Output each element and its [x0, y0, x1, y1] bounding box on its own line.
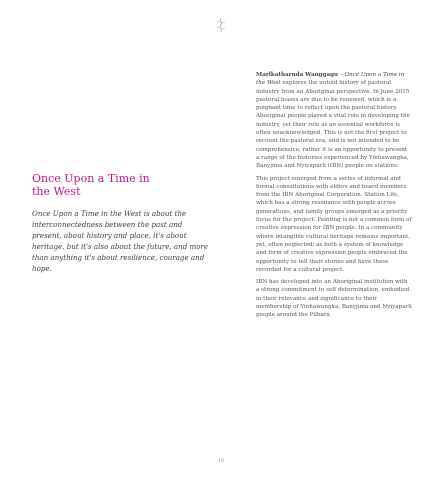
lead-separator: – [338, 72, 345, 78]
lead-title-indigenous: Marlkatharnda Wanggagu [256, 72, 339, 78]
intro-column [32, 172, 210, 274]
paragraph-1-text: explores the untold history of pastoral industry from an Aboriginal perspective. In June 2015 pastoral leases are due to be renewed, which is a poignant time to reflect upon the pastoral history. Aboriginal people played a vital role in developing the industry, yet their role as an essential workforce is often unacknowledged. This is not the first project to recount the pastoral era, and is not intended to be comprehensive, rather it is an opportunity to present a range of the histories experienced by Yinhawangka, Banyjima and Nyiyaparli (IBN) people on stations. [256, 80, 410, 170]
body-column [256, 71, 412, 324]
logo-mark-icon [214, 17, 228, 35]
lead-title-english: Once Upon a Time in the West [256, 72, 405, 87]
body-paragraph-3: IBN has developed into an Aboriginal institution with a strong commitment to self determination, embodied in their relevance and significance to their membership of Yinhawangka, Banyjima and Nyiyaparli people around the Pilbara [256, 279, 412, 319]
page-title: Once Upon a Time in the West [32, 172, 150, 198]
body-paragraph-1 [256, 71, 412, 171]
page-number: 10 [218, 459, 224, 464]
body-paragraph-2: This project emerged from a series of informal and formal consultations with elders and board members from the IBN Aboriginal Corporation. Station Life, which has a strong resonance with people across generations, and family groups emerged as a priority focus for the project. Painting is not a common form of creative expression for IBN people. In a community where intangible cultural heritage remains important, yet, often neglected; as both a system of knowledge and form of creative expression people embraced the opportunity to tell their stories and have these recorded for a cultural project. [256, 175, 412, 273]
intro-paragraph: Once Upon a Time in the West is about the interconnectedness between the past and present, about history and place, it's about heritage, but it's also about the future, and more than anything it's about resilience, courage and hope. [32, 209, 209, 273]
